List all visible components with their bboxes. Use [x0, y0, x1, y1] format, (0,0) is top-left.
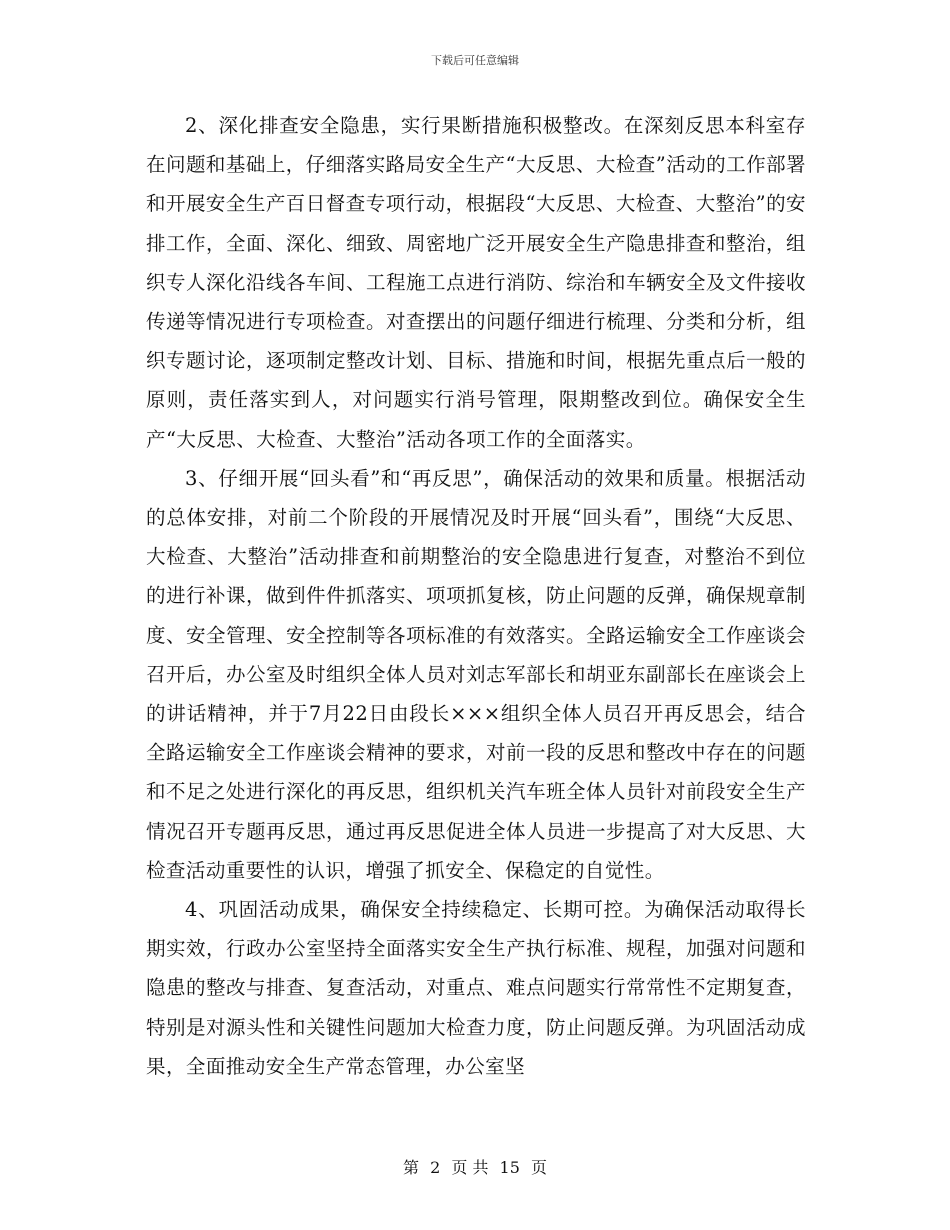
page-word-middle: 页 共 [451, 1158, 489, 1177]
page-word-prefix: 第 [402, 1158, 419, 1177]
page-current-number: 2 [430, 1158, 441, 1177]
page-word-suffix: 页 [531, 1158, 548, 1177]
page-footer [0, 1155, 950, 1178]
document-body [146, 106, 806, 1086]
page-total-number: 15 [499, 1158, 520, 1177]
paragraph-item-3: 3、仔细开展“回头看”和“再反思”，确保活动的效果和质量。根据活动的总体安排，对前二个阶段的开展情况及时开展“回头看”，围绕“大反思、大检查、大整治”活动排查和前期整治的安全隐患进行复查，对整治不到位的进行补课，做到件件抓落实、项项抓复核，防止问题的反弹，确保规章制度、安全管理、安全控制等各项标准的有效落实。全路运输安全工作座谈会召开后，办公室及时组织全体人员对刘志军部长和胡亚东副部长在座谈会上的讲话精神，并于7月22日由段长×××组织全体人员召开再反思会，结合全路运输安全工作座谈会精神的要求，对前一段的反思和整改中存在的问题和不足之处进行深化的再反思，组织机关汽车班全体人员针对前段安全生产情况召开专题再反思，通过再反思促进全体人员进一步提高了对大反思、大检查活动重要性的认识，增强了抓安全、保稳定的自觉性。 [146, 466, 806, 882]
page-header: 下载后可任意编辑 [431, 54, 519, 67]
paragraph-item-4: 4、巩固活动成果，确保安全持续稳定、长期可控。为确保活动取得长期实效，行政办公室坚持全面落实安全生产执行标准、规程，加强对问题和隐患的整改与排查、复查活动，对重点、难点问题实行常常性不定期复查，特别是对源头性和关键性问题加大检查力度，防止问题反弹。为巩固活动成果，全面推动安全生产常态管理，办公室坚 [146, 898, 806, 1078]
paragraph-item-2: 2、深化排查安全隐患，实行果断措施积极整改。在深刻反思本科室存在问题和基础上，仔细落实路局安全生产“大反思、大检查”活动的工作部署和开展安全生产百日督查专项行动，根据段“大反思、大检查、大整治”的安排工作，全面、深化、细致、周密地广泛开展安全生产隐患排查和整治，组织专人深化沿线各车间、工程施工点进行消防、综治和车辆安全及文件接收传递等情况进行专项检查。对查摆出的问题仔细进行梳理、分类和分析，组织专题讨论，逐项制定整改计划、目标、措施和时间，根据先重点后一般的原则，责任落实到人，对问题实行消号管理，限期整改到位。确保安全生产“大反思、大检查、大整治”活动各项工作的全面落实。 [146, 114, 806, 451]
